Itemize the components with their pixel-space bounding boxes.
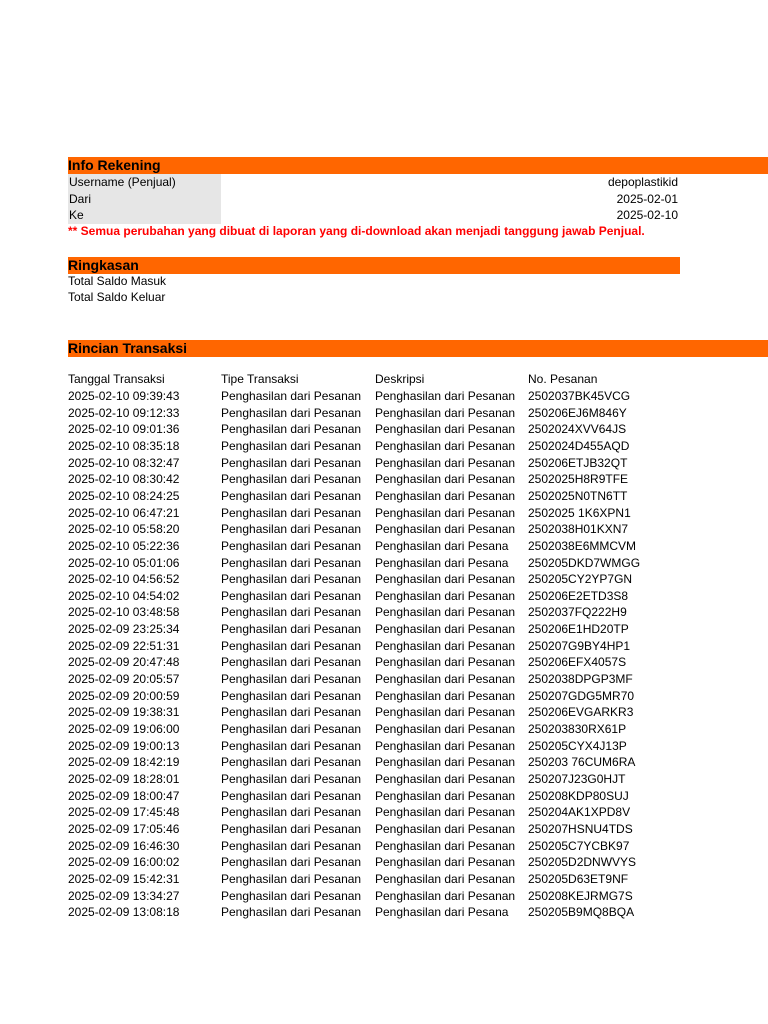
cell-transaction-type: Penghasilan dari Pesanan bbox=[221, 655, 362, 670]
cell-description: Penghasilan dari Pesanan bbox=[375, 588, 516, 603]
cell-description: Penghasilan dari Pesanan bbox=[375, 738, 516, 753]
cell-description: Penghasilan dari Pesanan bbox=[375, 855, 516, 870]
cell-transaction-type: Penghasilan dari Pesanan bbox=[221, 422, 362, 437]
cell-description: Penghasilan dari Pesanan bbox=[375, 572, 516, 587]
cell-transaction-date: 2025-02-09 15:42:31 bbox=[68, 871, 180, 886]
cell-transaction-type: Penghasilan dari Pesanan bbox=[221, 405, 362, 420]
cell-description: Penghasilan dari Pesanan bbox=[375, 638, 516, 653]
cell-transaction-date: 2025-02-10 05:22:36 bbox=[68, 538, 180, 553]
header-transaction-date: Tanggal Transaksi bbox=[68, 372, 165, 386]
cell-description: Penghasilan dari Pesanan bbox=[375, 622, 516, 637]
cell-description: Penghasilan dari Pesanan bbox=[375, 888, 516, 903]
cell-description: Penghasilan dari Pesanan bbox=[375, 705, 516, 720]
cell-transaction-type: Penghasilan dari Pesanan bbox=[221, 638, 362, 653]
cell-order-number: 2502025H8R9TFE bbox=[528, 472, 629, 487]
cell-transaction-type: Penghasilan dari Pesanan bbox=[221, 788, 362, 803]
cell-order-number: 2502037FQ222H9 bbox=[528, 605, 627, 620]
cell-transaction-type: Penghasilan dari Pesanan bbox=[221, 572, 362, 587]
cell-transaction-date: 2025-02-09 20:47:48 bbox=[68, 655, 180, 670]
cell-description: Penghasilan dari Pesanan bbox=[375, 488, 516, 503]
cell-transaction-type: Penghasilan dari Pesanan bbox=[221, 821, 362, 836]
section-header-summary: Ringkasan bbox=[68, 257, 680, 274]
cell-order-number: 2502037BK45VCG bbox=[528, 389, 631, 403]
cell-transaction-type: Penghasilan dari Pesanan bbox=[221, 672, 362, 687]
cell-description: Penghasilan dari Pesanan bbox=[375, 838, 516, 853]
cell-description: Penghasilan dari Pesanan bbox=[375, 455, 516, 470]
cell-description: Penghasilan dari Pesanan bbox=[375, 405, 516, 420]
cell-description: Penghasilan dari Pesanan bbox=[375, 722, 516, 736]
cell-order-number: 250205D63ET9NF bbox=[528, 871, 629, 886]
cell-order-number: 250206EFX4057S bbox=[528, 655, 627, 670]
cell-order-number: 250206E1HD20TP bbox=[528, 622, 629, 637]
field-label-from: Dari bbox=[68, 191, 221, 208]
cell-transaction-date: 2025-02-09 23:25:34 bbox=[68, 622, 180, 637]
cell-transaction-date: 2025-02-09 19:00:13 bbox=[68, 738, 180, 753]
cell-transaction-type: Penghasilan dari Pesanan bbox=[221, 705, 362, 720]
cell-order-number: 2502038E6MMCVM bbox=[528, 538, 637, 553]
cell-order-number: 250205CYX4J13P bbox=[528, 738, 627, 753]
cell-transaction-date: 2025-02-10 03:48:58 bbox=[68, 605, 180, 620]
field-label-to: Ke bbox=[68, 207, 221, 224]
cell-description: Penghasilan dari Pesanan bbox=[375, 672, 516, 687]
cell-description: Penghasilan dari Pesanan bbox=[375, 655, 516, 670]
cell-description: Penghasilan dari Pesana bbox=[375, 538, 509, 553]
cell-transaction-date: 2025-02-09 19:06:00 bbox=[68, 722, 180, 736]
field-value-username: depoplastikid bbox=[607, 175, 678, 189]
cell-description: Penghasilan dari Pesanan bbox=[375, 522, 516, 537]
cell-transaction-date: 2025-02-09 16:00:02 bbox=[68, 855, 180, 870]
cell-order-number: 250204AK1XPD8V bbox=[528, 805, 631, 820]
cell-description: Penghasilan dari Pesanan bbox=[375, 472, 516, 487]
cell-transaction-date: 2025-02-09 17:45:48 bbox=[68, 805, 180, 820]
cell-transaction-type: Penghasilan dari Pesanan bbox=[221, 771, 362, 786]
cell-order-number: 250206ETJB32QT bbox=[528, 455, 628, 470]
cell-order-number: 250208KEJRMG7S bbox=[528, 888, 633, 903]
cell-transaction-type: Penghasilan dari Pesanan bbox=[221, 505, 362, 520]
cell-description: Penghasilan dari Pesanan bbox=[375, 505, 516, 520]
cell-order-number: 250203830RX61P bbox=[528, 722, 627, 736]
cell-order-number: 250207G9BY4HP1 bbox=[528, 638, 631, 653]
cell-transaction-type: Penghasilan dari Pesanan bbox=[221, 805, 362, 820]
cell-order-number: 2502025N0TN6TT bbox=[528, 488, 628, 503]
field-value-to: 2025-02-10 bbox=[616, 208, 678, 222]
cell-description: Penghasilan dari Pesanan bbox=[375, 805, 516, 820]
cell-transaction-type: Penghasilan dari Pesanan bbox=[221, 605, 362, 620]
cell-transaction-type: Penghasilan dari Pesanan bbox=[221, 455, 362, 470]
cell-order-number: 250206EVGARKR3 bbox=[528, 705, 634, 720]
header-transaction-type: Tipe Transaksi bbox=[221, 372, 299, 386]
cell-description: Penghasilan dari Pesanan bbox=[375, 389, 516, 403]
cell-transaction-date: 2025-02-10 05:58:20 bbox=[68, 522, 180, 537]
cell-transaction-type: Penghasilan dari Pesanan bbox=[221, 838, 362, 853]
cell-order-number: 250206EJ6M846Y bbox=[528, 405, 627, 420]
summary-total-out: Total Saldo Keluar bbox=[68, 290, 166, 304]
cell-order-number: 250205DKD7WMGG bbox=[528, 555, 641, 570]
cell-transaction-date: 2025-02-10 08:24:25 bbox=[68, 488, 180, 503]
cell-transaction-type: Penghasilan dari Pesanan bbox=[221, 855, 362, 870]
cell-order-number: 250207GDG5MR70 bbox=[528, 688, 635, 703]
cell-description: Penghasilan dari Pesanan bbox=[375, 788, 516, 803]
cell-order-number: 2502038H01KXN7 bbox=[528, 522, 629, 537]
cell-order-number: 250207HSNU4TDS bbox=[528, 821, 633, 836]
cell-order-number: 250205B9MQ8BQA bbox=[528, 905, 635, 920]
header-order-number: No. Pesanan bbox=[528, 372, 598, 386]
cell-transaction-date: 2025-02-09 20:00:59 bbox=[68, 688, 180, 703]
cell-transaction-type: Penghasilan dari Pesanan bbox=[221, 722, 362, 736]
cell-order-number: 2502025 1K6XPN1 bbox=[528, 505, 631, 520]
cell-transaction-date: 2025-02-09 17:05:46 bbox=[68, 821, 180, 836]
cell-description: Penghasilan dari Pesanan bbox=[375, 688, 516, 703]
cell-order-number: 250205CY2YP7GN bbox=[528, 572, 633, 587]
cell-transaction-date: 2025-02-10 04:56:52 bbox=[68, 572, 180, 587]
cell-transaction-date: 2025-02-10 04:54:02 bbox=[68, 588, 180, 603]
cell-order-number: 2502024D455AQD bbox=[528, 438, 630, 453]
cell-description: Penghasilan dari Pesanan bbox=[375, 771, 516, 786]
cell-transaction-date: 2025-02-10 09:39:43 bbox=[68, 389, 180, 403]
cell-transaction-date: 2025-02-10 09:12:33 bbox=[68, 405, 180, 420]
cell-transaction-type: Penghasilan dari Pesanan bbox=[221, 555, 362, 570]
cell-transaction-type: Penghasilan dari Pesanan bbox=[221, 522, 362, 537]
cell-transaction-type: Penghasilan dari Pesanan bbox=[221, 871, 362, 886]
cell-order-number: 250203 76CUM6RA bbox=[528, 755, 636, 770]
cell-order-number: 2502038DPGP3MF bbox=[528, 672, 633, 687]
cell-description: Penghasilan dari Pesana bbox=[375, 905, 509, 920]
cell-transaction-type: Penghasilan dari Pesanan bbox=[221, 688, 362, 703]
header-description: Deskripsi bbox=[375, 372, 425, 386]
cell-description: Penghasilan dari Pesanan bbox=[375, 438, 516, 453]
cell-transaction-type: Penghasilan dari Pesanan bbox=[221, 888, 362, 903]
cell-transaction-type: Penghasilan dari Pesanan bbox=[221, 438, 362, 453]
cell-transaction-date: 2025-02-10 08:32:47 bbox=[68, 455, 180, 470]
cell-transaction-date: 2025-02-09 19:38:31 bbox=[68, 705, 180, 720]
cell-transaction-date: 2025-02-09 20:05:57 bbox=[68, 672, 180, 687]
field-label-username: Username (Penjual) bbox=[68, 174, 221, 191]
cell-transaction-date: 2025-02-10 08:30:42 bbox=[68, 472, 180, 487]
cell-transaction-type: Penghasilan dari Pesanan bbox=[221, 755, 362, 770]
cell-order-number: 250208KDP80SUJ bbox=[528, 788, 629, 803]
cell-order-number: 250205D2DNWVYS bbox=[528, 855, 637, 870]
cell-transaction-type: Penghasilan dari Pesanan bbox=[221, 389, 362, 403]
field-value-from: 2025-02-01 bbox=[616, 191, 678, 206]
cell-transaction-date: 2025-02-09 16:46:30 bbox=[68, 838, 180, 853]
cell-transaction-date: 2025-02-10 09:01:36 bbox=[68, 422, 180, 437]
cell-order-number: 2502024XVV64JS bbox=[528, 422, 627, 437]
cell-transaction-type: Penghasilan dari Pesanan bbox=[221, 588, 362, 603]
cell-description: Penghasilan dari Pesana bbox=[375, 555, 509, 570]
cell-order-number: 250205C7YCBK97 bbox=[528, 838, 630, 853]
cell-transaction-date: 2025-02-09 18:28:01 bbox=[68, 771, 180, 786]
cell-transaction-date: 2025-02-10 05:01:06 bbox=[68, 555, 180, 570]
cell-transaction-type: Penghasilan dari Pesanan bbox=[221, 538, 362, 553]
cell-description: Penghasilan dari Pesanan bbox=[375, 605, 516, 620]
section-header-transactions: Rincian Transaksi bbox=[68, 340, 768, 357]
cell-description: Penghasilan dari Pesanan bbox=[375, 821, 516, 836]
section-header-account-info: Info Rekening bbox=[68, 157, 768, 174]
cell-transaction-date: 2025-02-09 18:00:47 bbox=[68, 788, 180, 803]
cell-transaction-date: 2025-02-09 13:08:18 bbox=[68, 905, 180, 920]
cell-transaction-date: 2025-02-10 08:35:18 bbox=[68, 438, 180, 453]
seller-responsibility-warning: ** Semua perubahan yang dibuat di laporan yang di-download akan menjadi tanggung jawab Penjual. bbox=[68, 224, 645, 238]
cell-transaction-type: Penghasilan dari Pesanan bbox=[221, 905, 362, 920]
cell-transaction-date: 2025-02-10 06:47:21 bbox=[68, 505, 180, 520]
cell-description: Penghasilan dari Pesanan bbox=[375, 422, 516, 437]
cell-transaction-type: Penghasilan dari Pesanan bbox=[221, 622, 362, 637]
cell-transaction-type: Penghasilan dari Pesanan bbox=[221, 488, 362, 503]
cell-transaction-type: Penghasilan dari Pesanan bbox=[221, 472, 362, 487]
cell-transaction-type: Penghasilan dari Pesanan bbox=[221, 738, 362, 753]
cell-description: Penghasilan dari Pesanan bbox=[375, 871, 516, 886]
cell-transaction-date: 2025-02-09 18:42:19 bbox=[68, 755, 180, 770]
cell-order-number: 250207J23G0HJT bbox=[528, 771, 626, 786]
cell-order-number: 250206E2ETD3S8 bbox=[528, 588, 629, 603]
cell-description: Penghasilan dari Pesanan bbox=[375, 755, 516, 770]
cell-transaction-date: 2025-02-09 13:34:27 bbox=[68, 888, 180, 903]
summary-total-in: Total Saldo Masuk bbox=[68, 274, 167, 288]
cell-transaction-date: 2025-02-09 22:51:31 bbox=[68, 638, 180, 653]
